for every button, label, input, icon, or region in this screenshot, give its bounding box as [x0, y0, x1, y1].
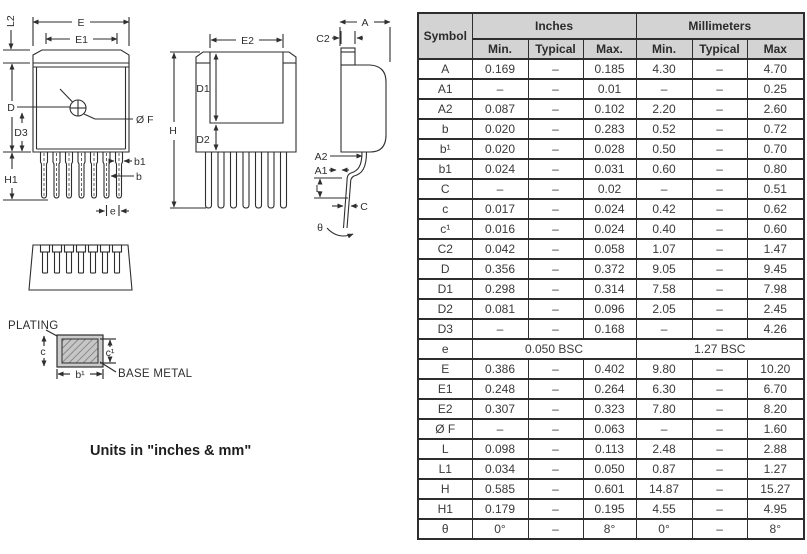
- bottom-view: [29, 245, 132, 290]
- value-cell: 0.87: [636, 459, 692, 479]
- value-cell: –: [692, 99, 747, 119]
- symbol-cell: θ: [418, 519, 472, 539]
- table-row: [418, 439, 804, 459]
- symbol-cell: C2: [418, 239, 472, 259]
- dimensions-table: [417, 12, 805, 540]
- symbol-column-header: Symbol: [418, 13, 472, 59]
- value-cell: –: [692, 59, 747, 79]
- value-cell: 0.024: [472, 159, 528, 179]
- dimensions-table-body: [418, 59, 804, 539]
- value-cell: 4.26: [747, 319, 804, 339]
- millimeters-group-header: Millimeters: [636, 13, 804, 39]
- value-cell: –: [692, 79, 747, 99]
- value-cell: –: [528, 239, 583, 259]
- symbol-cell: A1: [418, 79, 472, 99]
- dim-label-c-section: c: [40, 346, 46, 358]
- value-cell: 8°: [747, 519, 804, 539]
- value-cell: –: [528, 479, 583, 499]
- value-cell: –: [692, 399, 747, 419]
- value-cell: 7.98: [747, 279, 804, 299]
- value-cell: 0.058: [583, 239, 636, 259]
- bottom-slots: [41, 245, 122, 273]
- value-cell: –: [528, 119, 583, 139]
- dim-label-e-pitch: e: [109, 205, 116, 218]
- dim-label-d: D: [7, 102, 15, 114]
- dim-label-a1: A1: [314, 165, 328, 177]
- dim-label-d3: D3: [14, 127, 28, 139]
- value-cell: 0.356: [472, 259, 528, 279]
- value-cell: –: [472, 319, 528, 339]
- value-cell: –: [528, 299, 583, 319]
- value-cell: –: [692, 439, 747, 459]
- symbol-cell: D2: [418, 299, 472, 319]
- value-cell: 0.60: [636, 159, 692, 179]
- value-cell: 0.25: [747, 79, 804, 99]
- value-cell: 0.72: [747, 119, 804, 139]
- table-row: [418, 339, 804, 359]
- value-cell: 7.80: [636, 399, 692, 419]
- dim-label-d1: D1: [196, 83, 210, 95]
- symbol-cell: E1: [418, 379, 472, 399]
- value-cell: –: [472, 419, 528, 439]
- value-cell: 9.45: [747, 259, 804, 279]
- value-cell: –: [528, 319, 583, 339]
- value-cell: 1.07: [636, 239, 692, 259]
- value-cell: 4.55: [636, 499, 692, 519]
- value-cell: 0.034: [472, 459, 528, 479]
- table-row: [418, 219, 804, 239]
- value-cell: –: [528, 159, 583, 179]
- col-header-inches-typical: Typical: [528, 39, 583, 59]
- value-cell: –: [692, 419, 747, 439]
- value-cell: 0.016: [472, 219, 528, 239]
- value-cell: –: [692, 259, 747, 279]
- back-pins: [206, 152, 287, 208]
- symbol-cell: H1: [418, 499, 472, 519]
- value-cell: –: [692, 319, 747, 339]
- value-cell: –: [692, 199, 747, 219]
- value-cell: –: [692, 519, 747, 539]
- table-row: [418, 99, 804, 119]
- value-cell: 0.386: [472, 359, 528, 379]
- value-cell: 0.52: [636, 119, 692, 139]
- value-cell: 8.20: [747, 399, 804, 419]
- table-row: [418, 399, 804, 419]
- value-cell: 0.02: [583, 179, 636, 199]
- value-cell: –: [692, 279, 747, 299]
- value-cell: 0.248: [472, 379, 528, 399]
- value-cell: 0.024: [583, 219, 636, 239]
- base-metal-label: BASE METAL: [118, 368, 193, 380]
- table-row: [418, 139, 804, 159]
- value-cell: –: [528, 219, 583, 239]
- value-cell: –: [528, 279, 583, 299]
- col-header-mm-max: Max: [747, 39, 804, 59]
- value-cell: –: [692, 459, 747, 479]
- value-cell: 0.60: [747, 219, 804, 239]
- value-cell: 14.87: [636, 479, 692, 499]
- dim-label-h: H: [169, 125, 177, 137]
- value-cell: –: [528, 59, 583, 79]
- symbol-cell: D: [418, 259, 472, 279]
- value-cell: 0.020: [472, 139, 528, 159]
- value-cell: –: [528, 139, 583, 159]
- dim-label-b1-section: b¹: [75, 369, 85, 381]
- symbol-cell: A: [418, 59, 472, 79]
- value-cell: –: [636, 419, 692, 439]
- value-cell: –: [692, 219, 747, 239]
- dim-label-e1: E1: [75, 34, 88, 46]
- table-row: [418, 279, 804, 299]
- value-cell: –: [692, 479, 747, 499]
- value-cell: 0.402: [583, 359, 636, 379]
- value-cell: 0.087: [472, 99, 528, 119]
- value-cell: 0.102: [583, 99, 636, 119]
- dim-label-d2: D2: [196, 134, 210, 146]
- dim-label-b1-pin: b1: [134, 156, 146, 168]
- plating-label: PLATING: [8, 320, 59, 332]
- symbol-cell: E2: [418, 399, 472, 419]
- value-cell: 2.05: [636, 299, 692, 319]
- dim-label-b-pin: b: [136, 171, 142, 183]
- dim-label-theta: θ: [317, 222, 323, 234]
- table-row: [418, 179, 804, 199]
- value-cell: 0°: [636, 519, 692, 539]
- dim-label-h1: H1: [4, 174, 18, 186]
- value-cell: 0.024: [583, 199, 636, 219]
- dim-label-e2: E2: [241, 35, 254, 47]
- value-cell: 9.05: [636, 259, 692, 279]
- value-cell: 0.70: [747, 139, 804, 159]
- front-view: [3, 17, 134, 216]
- value-cell: 6.30: [636, 379, 692, 399]
- value-cell: 0.063: [583, 419, 636, 439]
- dim-label-a2: A2: [314, 151, 328, 163]
- value-cell: –: [528, 199, 583, 219]
- value-cell: 0.113: [583, 439, 636, 459]
- table-header-row-1: [418, 13, 804, 39]
- value-cell: –: [528, 359, 583, 379]
- table-row: [418, 79, 804, 99]
- value-cell: 0.585: [472, 479, 528, 499]
- col-header-inches-min: Min.: [472, 39, 528, 59]
- value-cell: –: [528, 259, 583, 279]
- value-cell: 0.098: [472, 439, 528, 459]
- value-cell: –: [636, 319, 692, 339]
- dim-label-e-width: E: [77, 17, 85, 29]
- value-cell: 0.020: [472, 119, 528, 139]
- value-cell: 4.70: [747, 59, 804, 79]
- table-row: [418, 119, 804, 139]
- value-cell: –: [636, 179, 692, 199]
- value-cell: 0.264: [583, 379, 636, 399]
- value-cell: 2.45: [747, 299, 804, 319]
- table-row: [418, 379, 804, 399]
- inches-group-header: Inches: [472, 13, 636, 39]
- value-cell: –: [692, 119, 747, 139]
- value-cell: 1.47: [747, 239, 804, 259]
- value-cell: –: [692, 299, 747, 319]
- table-row: [418, 259, 804, 279]
- value-cell: 1.27: [747, 459, 804, 479]
- value-cell: 0.050: [583, 459, 636, 479]
- value-cell: –: [528, 439, 583, 459]
- value-cell: –: [528, 499, 583, 519]
- symbol-cell: E: [418, 359, 472, 379]
- symbol-cell: C: [418, 179, 472, 199]
- col-header-mm-min: Min.: [636, 39, 692, 59]
- side-view: [314, 22, 390, 236]
- value-cell: –: [692, 359, 747, 379]
- value-cell: 4.95: [747, 499, 804, 519]
- table-row: [418, 479, 804, 499]
- symbol-cell: c: [418, 199, 472, 219]
- table-row: [418, 239, 804, 259]
- value-cell: 0.096: [583, 299, 636, 319]
- symbol-cell: L1: [418, 459, 472, 479]
- value-cell: 0.179: [472, 499, 528, 519]
- value-cell: 0.314: [583, 279, 636, 299]
- symbol-cell: b: [418, 119, 472, 139]
- value-cell: 0.50: [636, 139, 692, 159]
- value-cell: 0.01: [583, 79, 636, 99]
- symbol-cell: D3: [418, 319, 472, 339]
- value-cell: –: [472, 179, 528, 199]
- value-cell: –: [528, 179, 583, 199]
- dim-label-a: A: [361, 17, 369, 29]
- col-header-inches-max: Max.: [583, 39, 636, 59]
- value-cell: 0.372: [583, 259, 636, 279]
- table-row: [418, 419, 804, 439]
- value-cell: 0.307: [472, 399, 528, 419]
- value-cell: 0.298: [472, 279, 528, 299]
- table-row: [418, 499, 804, 519]
- value-cell: –: [528, 459, 583, 479]
- value-cell: 0.028: [583, 139, 636, 159]
- value-cell: 0.601: [583, 479, 636, 499]
- dim-label-l2: L2: [5, 15, 17, 27]
- table-row: [418, 359, 804, 379]
- symbol-cell: A2: [418, 99, 472, 119]
- value-cell: –: [528, 79, 583, 99]
- value-cell: 0.40: [636, 219, 692, 239]
- value-cell: 0.017: [472, 199, 528, 219]
- value-cell: 9.80: [636, 359, 692, 379]
- value-cell: 0.62: [747, 199, 804, 219]
- value-cell: –: [528, 99, 583, 119]
- value-cell: 0.031: [583, 159, 636, 179]
- table-row: [418, 519, 804, 539]
- mm-span-cell: 1.27 BSC: [636, 339, 804, 359]
- value-cell: 0.195: [583, 499, 636, 519]
- value-cell: 15.27: [747, 479, 804, 499]
- symbol-cell: H: [418, 479, 472, 499]
- dim-label-c: C: [360, 201, 368, 213]
- value-cell: –: [692, 179, 747, 199]
- value-cell: 6.70: [747, 379, 804, 399]
- table-row: [418, 199, 804, 219]
- value-cell: 1.60: [747, 419, 804, 439]
- units-note: Units in "inches & mm": [90, 443, 252, 459]
- table-row: [418, 159, 804, 179]
- table-header-row-2: [418, 39, 804, 59]
- value-cell: 0.169: [472, 59, 528, 79]
- value-cell: 2.60: [747, 99, 804, 119]
- value-cell: –: [472, 79, 528, 99]
- value-cell: 0.185: [583, 59, 636, 79]
- value-cell: –: [692, 139, 747, 159]
- front-pins: [41, 152, 123, 198]
- table-row: [418, 319, 804, 339]
- symbol-cell: Ø F: [418, 419, 472, 439]
- value-cell: –: [528, 419, 583, 439]
- value-cell: 0°: [472, 519, 528, 539]
- table-row: [418, 459, 804, 479]
- value-cell: 0.323: [583, 399, 636, 419]
- back-view: [170, 34, 296, 208]
- dim-label-of: Ø F: [136, 114, 154, 126]
- table-row: [418, 299, 804, 319]
- symbol-cell: b1: [418, 159, 472, 179]
- value-cell: 2.48: [636, 439, 692, 459]
- value-cell: 0.42: [636, 199, 692, 219]
- value-cell: 0.80: [747, 159, 804, 179]
- dim-label-l: L: [315, 183, 322, 195]
- value-cell: –: [692, 499, 747, 519]
- value-cell: 4.30: [636, 59, 692, 79]
- value-cell: –: [528, 399, 583, 419]
- value-cell: –: [692, 379, 747, 399]
- symbol-cell: D1: [418, 279, 472, 299]
- col-header-mm-typical: Typical: [692, 39, 747, 59]
- inches-span-cell: 0.050 BSC: [472, 339, 636, 359]
- value-cell: 2.20: [636, 99, 692, 119]
- value-cell: –: [528, 519, 583, 539]
- symbol-cell: b¹: [418, 139, 472, 159]
- value-cell: 7.58: [636, 279, 692, 299]
- value-cell: 0.081: [472, 299, 528, 319]
- value-cell: 0.168: [583, 319, 636, 339]
- symbol-cell: c¹: [418, 219, 472, 239]
- value-cell: 10.20: [747, 359, 804, 379]
- symbol-cell: e: [418, 339, 472, 359]
- value-cell: –: [692, 159, 747, 179]
- value-cell: 8°: [583, 519, 636, 539]
- value-cell: 0.042: [472, 239, 528, 259]
- value-cell: –: [636, 79, 692, 99]
- symbol-cell: L: [418, 439, 472, 459]
- dim-label-c2: C2: [316, 33, 330, 45]
- dim-label-c1-section: c¹: [105, 347, 115, 359]
- value-cell: –: [692, 239, 747, 259]
- dimensions-table-container: [417, 12, 803, 540]
- value-cell: 0.283: [583, 119, 636, 139]
- value-cell: 0.51: [747, 179, 804, 199]
- table-row: [418, 59, 804, 79]
- value-cell: –: [528, 379, 583, 399]
- value-cell: 2.88: [747, 439, 804, 459]
